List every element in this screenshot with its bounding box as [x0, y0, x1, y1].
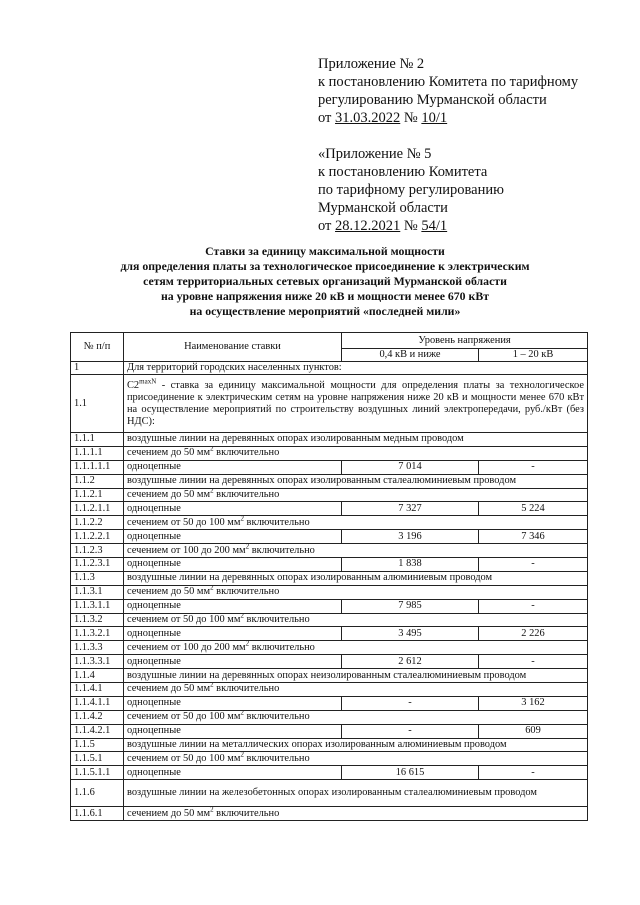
row-num: 1.1.1.1: [71, 446, 124, 460]
table-row: [71, 655, 588, 669]
row-name-suffix: включительно: [213, 586, 280, 598]
squared-sup: 2: [245, 640, 250, 648]
row-num: 1.1.3: [71, 571, 124, 585]
row-name-suffix: включительно: [213, 489, 280, 500]
row-name-text: одноцепные: [127, 530, 181, 542]
title-line: на уровне напряжения ниже 20 кВ и мощности менее 670 кВт: [161, 289, 489, 303]
rate-num: 1.1: [71, 375, 124, 433]
row-name: [124, 571, 588, 585]
squared-sup: 2: [210, 488, 214, 495]
row-name-suffix: включительно: [243, 614, 310, 626]
row-num: 1.1.4.1: [71, 683, 124, 697]
row-name-suffix: включительно: [243, 516, 310, 528]
row-name: [124, 502, 342, 516]
row-num: 1.1.2.2.1: [71, 530, 124, 544]
row-num: 1.1.2.1: [71, 488, 124, 502]
appendix-5-line4: Мурманской области: [318, 200, 448, 216]
row-num: 1.1.3.3.1: [71, 655, 124, 669]
row-num: 1.1.4.2: [71, 710, 124, 724]
title-line: для определения платы за технологическое присоединение к электрическим: [120, 259, 530, 273]
row-name-text: воздушные линии на деревянных опорах изолированным медным проводом: [127, 433, 464, 445]
row-num: 1.1.1: [71, 433, 124, 447]
row-num: 1.1.6: [71, 780, 124, 807]
table-row: [71, 613, 588, 627]
row-name: [124, 807, 588, 821]
row-name-text: сечением от 50 до 100 мм: [127, 614, 241, 626]
table-row: [71, 627, 588, 641]
squared-sup: 2: [245, 543, 250, 551]
row-name-text: воздушные линии на железобетонных опорах изолированным сталеалюминиевым проводом: [127, 787, 537, 799]
row-name-text: сечением от 100 до 200 мм: [127, 544, 246, 556]
row-name-text: одноцепные: [127, 697, 181, 709]
header-low-voltage: 0,4 кВ и ниже: [342, 349, 479, 362]
row-name-text: сечением до 50 мм: [127, 807, 211, 819]
row-num: 1.1.4: [71, 669, 124, 683]
date-prefix: от: [318, 110, 336, 126]
rate-definition: [124, 375, 588, 433]
row-name-suffix: включительно: [243, 711, 310, 723]
rate-symbol: C2: [127, 379, 140, 391]
row-name: [124, 627, 342, 641]
number-prefix: №: [400, 110, 422, 126]
row-name: [124, 669, 588, 683]
table-row: [71, 585, 588, 599]
appendix-5-number: 54/1: [421, 218, 448, 234]
row-name-suffix: включительно: [249, 544, 315, 556]
row-name: [124, 474, 588, 488]
row-name: [124, 780, 588, 807]
squared-sup: 2: [210, 585, 214, 592]
row-name-text: одноцепные: [127, 766, 181, 778]
rate-low-voltage: 7 014: [342, 460, 479, 474]
rates-table: [70, 332, 588, 821]
row-name-text: сечением от 50 до 100 мм: [127, 711, 241, 723]
rate-high-voltage: 7 346: [479, 530, 588, 544]
row-num: 1.1.5.1.1: [71, 766, 124, 780]
row-name-text: сечением до 50 мм: [127, 683, 211, 695]
rate-low-voltage: -: [342, 696, 479, 710]
table-row: [71, 807, 588, 821]
rate-high-voltage: -: [479, 460, 588, 474]
row-num: 1.1.3.2.1: [71, 627, 124, 641]
table-header-row: [71, 333, 588, 349]
row-name-text: сечением до 50 мм: [127, 586, 211, 598]
row-num: 1.1.2: [71, 474, 124, 488]
table-row: [71, 516, 588, 530]
row-num: 1.1.2.1.1: [71, 502, 124, 516]
rate-high-voltage: -: [479, 599, 588, 613]
row-name: [124, 683, 588, 697]
appendix-5-date-line: [318, 217, 628, 235]
table-row: [71, 544, 588, 558]
table-row: [71, 752, 588, 766]
row-num: 1.1.2.3: [71, 544, 124, 558]
row-name: [124, 641, 588, 655]
header-num: № п/п: [71, 333, 124, 362]
row-name: [124, 724, 342, 738]
row-name: [124, 530, 342, 544]
rate-high-voltage: -: [479, 558, 588, 572]
table-row: [71, 530, 588, 544]
table-row: [71, 571, 588, 585]
squared-sup: 2: [210, 806, 214, 814]
table-row: [71, 446, 588, 460]
row-name-text: одноцепные: [127, 502, 181, 514]
appendix-2-title: Приложение № 2: [318, 56, 425, 72]
rate-high-voltage: 5 224: [479, 502, 588, 516]
row-name: [124, 544, 588, 558]
row-num: 1.1.2.2: [71, 516, 124, 530]
table-row: [71, 669, 588, 683]
appendix-2-line2: к постановлению Комитета по тарифному: [318, 74, 579, 90]
row-name-text: одноцепные: [127, 725, 181, 737]
row-num: 1.1.3.2: [71, 613, 124, 627]
appendix-5-title: «Приложение № 5: [318, 146, 432, 162]
rate-symbol-sup: maxN: [139, 377, 157, 386]
table-row: [71, 683, 588, 697]
appendix-2-header: [318, 55, 628, 127]
row-num: 1.1.3.1.1: [71, 599, 124, 613]
squared-sup: 2: [240, 710, 244, 717]
rate-low-voltage: 16 615: [342, 766, 479, 780]
row-name: [124, 738, 588, 752]
rate-text: - ставка за единицу максимальной мощности для определения платы за технологическое присоединение к электрическим сетям на уровне напряжения ниже 20 кВ и мощности менее 670 кВт на осуществление мероприятий по строительству воздушных линий электропередачи, руб./кВт (без НДС):: [127, 379, 584, 427]
title-line: сетям территориальных сетевых организаций Мурманской области: [143, 274, 507, 288]
row-name: [124, 433, 588, 447]
row-name: [124, 488, 588, 502]
row-name-text: одноцепные: [127, 461, 181, 473]
header-voltage-level: Уровень напряжения: [342, 333, 588, 349]
number-prefix: №: [400, 218, 422, 234]
appendix-5-line3: по тарифному регулированию: [318, 182, 504, 198]
row-num: 1.1.5: [71, 738, 124, 752]
header-high-voltage: 1 – 20 кВ: [479, 349, 588, 362]
row-name-text: воздушные линии на деревянных опорах изолированным алюминиевым проводом: [127, 572, 493, 584]
appendix-2-date-line: [318, 109, 628, 127]
section-num: 1: [71, 362, 124, 375]
table-row: [71, 780, 588, 807]
appendix-5-date: 28.12.2021: [335, 218, 401, 234]
row-name: [124, 558, 342, 572]
squared-sup: 2: [240, 515, 244, 523]
rate-low-voltage: 3 196: [342, 530, 479, 544]
table-row: [71, 766, 588, 780]
row-name: [124, 446, 588, 460]
row-num: 1.1.4.2.1: [71, 724, 124, 738]
table-row: [71, 641, 588, 655]
row-num: 1.1.3.1: [71, 585, 124, 599]
appendix-2-date: 31.03.2022: [335, 110, 401, 126]
row-name-suffix: включительно: [249, 641, 315, 653]
row-num: 1.1.3.3: [71, 641, 124, 655]
row-name: [124, 460, 342, 474]
row-name: [124, 766, 342, 780]
row-name-text: воздушные линии на деревянных опорах неизолированным сталеалюминиевым проводом: [127, 669, 527, 681]
header-name: Наименование ставки: [124, 333, 342, 362]
row-name: [124, 613, 588, 627]
rate-low-voltage: -: [342, 724, 479, 738]
row-name: [124, 516, 588, 530]
row-name-suffix: включительно: [213, 683, 280, 695]
section-row: [71, 362, 588, 375]
table-row: [71, 599, 588, 613]
table-row: [71, 488, 588, 502]
rate-low-voltage: 2 612: [342, 655, 479, 669]
appendix-2-line3: регулированию Мурманской области: [318, 92, 547, 108]
rate-high-voltage: -: [479, 766, 588, 780]
row-name-text: сечением от 50 до 100 мм: [127, 516, 241, 528]
row-name: [124, 752, 588, 766]
rate-high-voltage: -: [479, 655, 588, 669]
rate-definition-row: [71, 375, 588, 433]
table-row: [71, 460, 588, 474]
squared-sup: 2: [240, 751, 244, 759]
row-name: [124, 710, 588, 724]
row-name-text: одноцепные: [127, 627, 181, 639]
table-row: [71, 433, 588, 447]
table-row: [71, 502, 588, 516]
row-name-text: одноцепные: [127, 655, 181, 667]
row-name-text: сечением от 100 до 200 мм: [127, 641, 246, 653]
row-name-text: сечением до 50 мм: [127, 447, 211, 459]
row-num: 1.1.2.3.1: [71, 558, 124, 572]
rate-high-voltage: 2 226: [479, 627, 588, 641]
table-row: [71, 696, 588, 710]
row-name-suffix: включительно: [243, 752, 310, 764]
squared-sup: 2: [210, 682, 214, 689]
title-line: Ставки за единицу максимальной мощности: [205, 244, 445, 258]
row-name: [124, 599, 342, 613]
table-row: [71, 738, 588, 752]
row-num: 1.1.4.1.1: [71, 696, 124, 710]
rate-high-voltage: 609: [479, 724, 588, 738]
row-name-text: сечением от 50 до 100 мм: [127, 752, 241, 764]
rate-low-voltage: 3 495: [342, 627, 479, 641]
table-row: [71, 724, 588, 738]
rate-high-voltage: 3 162: [479, 696, 588, 710]
appendix-5-header: [318, 145, 628, 235]
row-name-text: воздушные линии на деревянных опорах изолированным сталеалюминиевым проводом: [127, 475, 517, 487]
row-name-text: одноцепные: [127, 558, 181, 570]
row-name: [124, 655, 342, 669]
date-prefix: от: [318, 218, 336, 234]
table-row: [71, 710, 588, 724]
row-num: 1.1.1.1.1: [71, 460, 124, 474]
rate-low-voltage: 7 985: [342, 599, 479, 613]
rate-low-voltage: 7 327: [342, 502, 479, 516]
row-name-text: воздушные линии на металлических опорах изолированным алюминиевым проводом: [127, 739, 507, 751]
appendix-2-number: 10/1: [421, 110, 448, 126]
rate-low-voltage: 1 838: [342, 558, 479, 572]
rates-table-body: [71, 333, 588, 821]
row-name-suffix: включительно: [213, 447, 280, 459]
row-name-suffix: включительно: [213, 807, 280, 819]
document-title: [40, 244, 610, 319]
row-name-text: сечением до 50 мм: [127, 489, 211, 500]
appendix-5-line2: к постановлению Комитета: [318, 164, 488, 180]
title-line: на осуществление мероприятий «последней мили»: [189, 304, 461, 318]
table-row: [71, 558, 588, 572]
row-name: [124, 696, 342, 710]
squared-sup: 2: [210, 446, 214, 453]
table-row: [71, 474, 588, 488]
section-title: Для территорий городских населенных пунктов:: [124, 362, 588, 375]
row-num: 1.1.6.1: [71, 807, 124, 821]
row-name: [124, 585, 588, 599]
row-num: 1.1.5.1: [71, 752, 124, 766]
row-name-text: одноцепные: [127, 600, 181, 612]
squared-sup: 2: [240, 613, 244, 620]
